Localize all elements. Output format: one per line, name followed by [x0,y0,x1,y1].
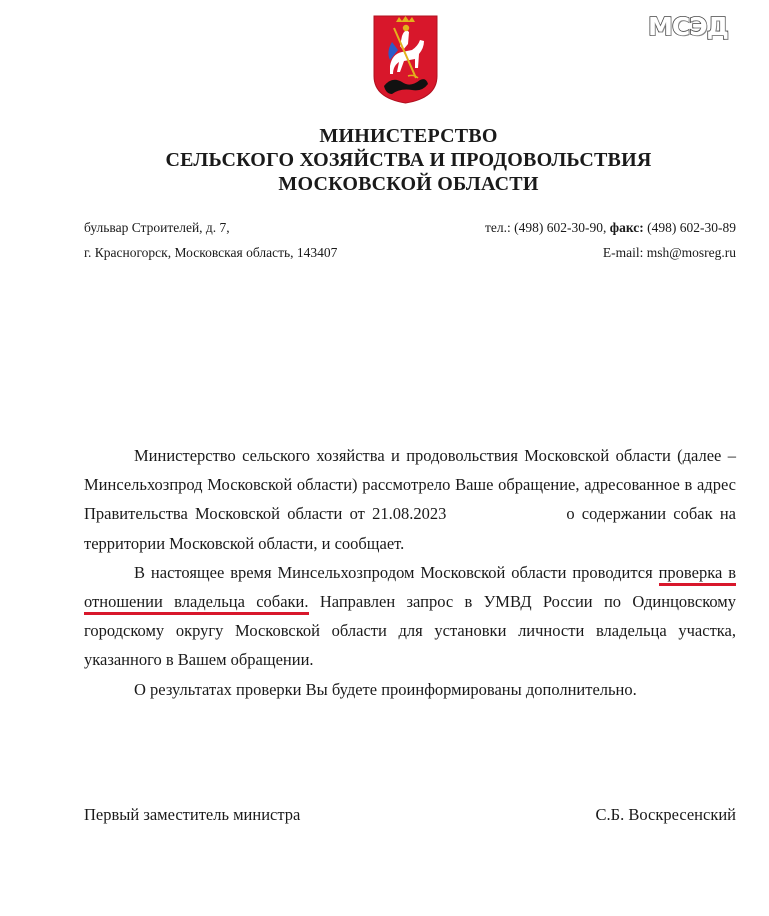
header-line-2: СЕЛЬСКОГО ХОЗЯЙСТВА И ПРОДОВОЛЬСТВИЯ [165,149,652,171]
street-address: бульвар Строителей, д. 7, [84,220,230,235]
paragraph-3: О результатах проверки Вы будете проинформированы дополнительно. [134,679,637,699]
header-line-3: МОСКОВСКОЙ ОБЛАСТИ [278,173,539,195]
address-row-1 [84,220,736,236]
phone-number: (498) 602-30-90, [514,220,607,235]
moscow-region-coat-of-arms-icon [372,14,439,104]
paragraph-1 [84,441,736,558]
city-address: г. Красногорск, Московская область, 143407 [84,245,338,260]
fax-number: (498) 602-30-89 [647,220,736,235]
letter-body [84,441,736,704]
signatory-position: Первый заместитель министра [84,805,301,824]
signature-block [84,805,736,825]
address-row-2 [84,245,736,261]
fax-label: факс: [609,220,644,235]
phone-label: тел.: [484,220,511,235]
signatory-name: С.Б. Воскресенский [595,805,736,824]
email-address: E-mail: msh@mosreg.ru [602,245,736,260]
highlighted-phrase: проверка в отношении владельца собаки. [84,563,736,615]
ministry-header [0,124,769,196]
paragraph-1-text-a: Министерство сельского хозяйства и продовольствия Московской области (далее – Минсельхозпрод Московской области) рассмотрело Ваше обращение, адресованное в адрес Правительства Московской области от 21.08.2023 [84,446,736,524]
paragraph-2-text-b: Направлен запрос в УМВД России по Одинцовскому городскому округу Московской области для установки личности владельца участка, указанного в Вашем обращении. [84,592,736,670]
msed-stamp: МСЭД [648,12,728,41]
paragraph-2-text-a: В настоящее время Минсельхозпродом Московской области проводится [134,562,653,582]
header-line-1: МИНИСТЕРСТВО [319,125,498,147]
paragraph-1-text-b: о содержании собак на территории Московской области, и сообщает. [84,504,736,553]
contact-phones [485,220,736,236]
paragraph-2 [84,558,736,675]
